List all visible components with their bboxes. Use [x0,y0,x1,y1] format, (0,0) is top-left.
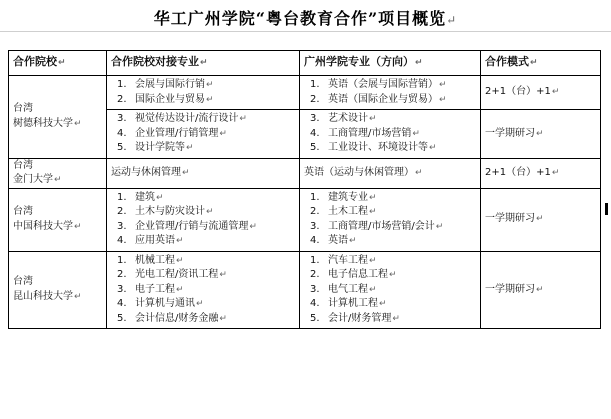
major-text: 计算机与通讯 [135,298,195,309]
paragraph-mark-icon: ↵ [536,284,544,295]
paragraph-mark-icon: ↵ [369,284,377,295]
header-cell-school: 合作院校↵ [9,51,107,76]
paragraph-mark-icon: ↵ [58,58,66,69]
major-text: 企业管理/行销管理 [135,127,219,139]
list-number: 4. [117,235,127,246]
list-number: 4. [310,127,320,139]
major-text: 会展与国际行销 [135,79,205,90]
school-name-line: 金门大学 [13,174,53,185]
list-item [310,205,476,220]
school-name-line: 台湾 [13,276,33,288]
paragraph-mark-icon: ↵ [369,255,377,266]
mode-cell [481,158,601,188]
list-item [117,205,295,220]
major-text: 建筑专业 [328,191,368,203]
gz-majors-cell [300,158,481,188]
paragraph-mark-icon: ↵ [219,270,227,280]
list-number: 4. [310,235,320,246]
list-number: 2. [310,93,320,105]
paragraph-mark-icon: ↵ [379,299,387,309]
header-divider [0,31,611,32]
partner-majors-cell [107,188,300,251]
paragraph-mark-icon: ↵ [536,128,544,139]
major-text: 设计学院等 [135,142,185,153]
paragraph-mark-icon: ↵ [446,13,458,27]
list-number: 5. [117,142,127,153]
mode-text: 2+1（台）+1 [485,166,551,178]
list-number: 2. [310,206,320,217]
school-name-line: 台湾 [13,103,33,115]
paragraph-mark-icon: ↵ [412,128,420,139]
major-text: 应用英语 [135,235,175,246]
major-text: 电子信息工程 [328,269,388,280]
list-item [117,283,295,298]
cooperation-table [8,50,601,329]
document-title [0,6,611,29]
paragraph-mark-icon: ↵ [551,87,560,98]
school-name-wrap [13,117,102,132]
list-item [117,127,295,142]
partner-majors-cell [107,251,300,329]
paragraph-mark-icon: ↵ [435,221,444,232]
school-name-wrap [13,290,102,305]
major-text: 英语 [328,235,348,246]
mode-text: 一学期研习 [485,213,535,225]
major-text: 土木与防灾设计 [135,206,205,217]
major-list [304,76,476,109]
gz-majors-cell [300,110,481,159]
paragraph-mark-icon: ↵ [206,94,214,105]
list-number: 3. [310,113,320,124]
header-cell-gz-majors: 广州学院专业（方向）↵ [300,51,481,76]
major-text: 土木工程 [328,206,368,217]
list-item [117,234,295,249]
table-row [9,76,601,110]
mode-cell [481,110,601,159]
school-name-line: 中国科技大学 [13,220,73,232]
list-item [117,254,295,269]
list-item [117,297,295,312]
list-number: 4. [310,298,320,309]
list-number: 1. [117,191,127,203]
mode-text: 一学期研习 [485,283,535,295]
list-item [310,268,476,283]
paragraph-mark-icon: ↵ [249,221,257,232]
list-item [310,297,476,312]
list-number: 3. [117,283,127,295]
paragraph-mark-icon: ↵ [429,143,437,153]
major-list [304,110,476,158]
major-text: 企业管理/行销与流通管理 [135,220,249,232]
table-row [9,251,601,329]
major-text: 会计/财务管理 [328,312,392,324]
major-list [304,252,476,329]
paragraph-mark-icon: ↵ [369,207,377,217]
major-list [304,189,476,251]
paragraph-mark-icon: ↵ [74,221,82,232]
paragraph-mark-icon: ↵ [415,58,423,69]
list-item [310,283,476,298]
major-text: 计算机工程 [328,298,378,309]
school-name-line: 台湾 [13,206,33,217]
major-list [111,76,295,109]
paragraph-mark-icon: ↵ [219,128,227,139]
paragraph-mark-icon: ↵ [200,58,208,69]
paragraph-mark-icon: ↵ [439,80,447,90]
school-cell [9,158,107,188]
paragraph-mark-icon: ↵ [206,207,214,217]
paragraph-mark-icon: ↵ [392,313,400,324]
school-name-wrap [13,220,102,235]
list-item [310,191,476,206]
major-text: 工业设计、环境设计等 [328,142,428,153]
paragraph-mark-icon: ↵ [206,80,214,90]
major-list [111,189,295,251]
paragraph-mark-icon: ↵ [369,192,377,203]
paragraph-mark-icon: ↵ [54,175,62,185]
list-number: 4. [117,298,127,309]
paragraph-mark-icon: ↵ [369,114,377,124]
list-number: 4. [117,127,127,139]
list-item [310,93,476,108]
major-text: 英语（会展与国际营销） [328,79,438,90]
list-item [310,78,476,93]
paragraph-mark-icon: ↵ [176,236,184,246]
table-row [9,158,601,188]
paragraph-mark-icon: ↵ [530,58,538,69]
list-number: 2. [117,93,127,105]
list-number: 1. [310,191,320,203]
list-number: 5. [310,312,320,324]
list-number: 2. [117,269,127,280]
list-number: 2. [117,206,127,217]
paragraph-mark-icon: ↵ [239,114,247,124]
header-cell-partner-majors: 合作院校对接专业↵ [107,51,300,76]
partner-majors-cell [107,76,300,110]
major-text: 机械工程 [135,254,175,266]
paragraph-mark-icon: ↵ [415,167,423,178]
major-list [111,110,295,158]
list-item [117,191,295,206]
paragraph-mark-icon: ↵ [349,236,357,246]
list-item [117,141,295,156]
paragraph-mark-icon: ↵ [74,291,82,302]
major-text: 建筑 [135,191,155,203]
school-cell [9,76,107,159]
partner-majors-cell [107,110,300,159]
list-item [117,78,295,93]
school-cell [9,188,107,251]
list-number: 3. [117,113,127,124]
gz-majors-cell [300,251,481,329]
major-text: 英语（运动与休闲管理） [304,166,414,178]
list-number: 1. [310,254,320,266]
paragraph-mark-icon: ↵ [551,167,560,178]
paragraph-mark-icon: ↵ [186,143,194,153]
paragraph-mark-icon: ↵ [536,214,544,225]
list-number: 5. [117,312,127,324]
mode-text: 2+1（台）+1 [485,86,551,98]
list-item [310,127,476,142]
major-text: 电气工程 [328,283,368,295]
major-text: 工商管理/市场营销 [328,127,412,139]
partner-majors-cell [107,158,300,188]
paragraph-mark-icon: ↵ [156,192,164,203]
major-text: 会计信息/财务金融 [135,312,219,324]
list-number: 3. [310,283,320,295]
list-item [310,312,476,327]
mode-text: 一学期研习 [485,127,535,139]
mode-cell [481,188,601,251]
school-cell [9,251,107,329]
list-number: 1. [117,254,127,266]
paragraph-mark-icon: ↵ [439,94,447,105]
major-text: 艺术设计 [328,113,368,124]
paragraph-mark-icon: ↵ [176,284,184,295]
school-name-line: 台湾 [13,159,33,171]
table-row [9,188,601,251]
major-text: 视觉传达设计/流行设计 [135,113,239,124]
school-name-line: 树德科技大学 [13,117,73,129]
list-item [117,268,295,283]
major-text: 光电工程/资讯工程 [135,269,219,280]
document-title-text: 华工广州学院“粤台教育合作”项目概览 [153,9,447,28]
list-item [310,234,476,249]
major-text: 汽车工程 [328,254,368,266]
paragraph-mark-icon: ↵ [219,313,227,324]
major-text: 运动与休闲管理 [111,166,181,178]
list-item [310,220,476,235]
major-text: 国际企业与贸易 [135,93,205,105]
major-text: 工商管理/市场营销/会计 [328,220,435,232]
major-text: 英语（国际企业与贸易） [328,93,438,105]
gz-majors-cell [300,188,481,251]
list-number: 3. [117,220,127,232]
list-number: 1. [117,79,127,90]
major-list [111,252,295,329]
list-item [117,112,295,127]
paragraph-mark-icon: ↵ [74,118,82,129]
list-item [310,141,476,156]
paragraph-mark-icon: ↵ [389,270,397,280]
mode-cell [481,251,601,329]
list-item [310,112,476,127]
gz-majors-cell [300,76,481,110]
school-name-wrap [13,173,102,188]
paragraph-mark-icon: ↵ [176,255,184,266]
list-item [310,254,476,269]
paragraph-mark-icon: ↵ [182,167,190,178]
list-item [117,312,295,327]
major-text: 电子工程 [135,283,175,295]
list-item [117,220,295,235]
list-number: 1. [310,79,320,90]
list-number: 2. [310,269,320,280]
mode-cell [481,76,601,110]
table-header-row [9,51,601,76]
school-name-line: 昆山科技大学 [13,290,73,302]
list-item [117,93,295,108]
header-cell-mode: 合作模式↵ [481,51,601,76]
paragraph-mark-icon: ↵ [196,299,204,309]
list-number: 5. [310,142,320,153]
cursor-marker [605,203,608,215]
list-number: 3. [310,220,320,232]
